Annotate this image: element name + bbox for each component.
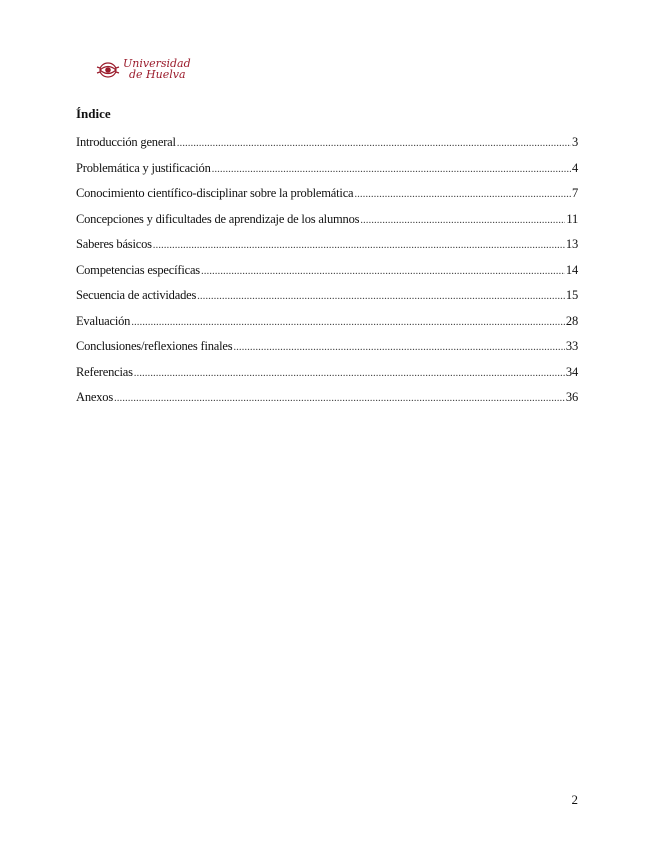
toc-leader-dots [134, 365, 565, 380]
toc-leader-dots [354, 186, 571, 201]
toc-entry[interactable] [76, 365, 578, 391]
toc-entry-page: 34 [565, 364, 578, 379]
university-seal-icon [96, 58, 120, 82]
toc-heading: Índice [76, 106, 111, 121]
toc-entry-page: 4 [571, 160, 578, 175]
toc-leader-dots [114, 390, 565, 405]
toc-entry[interactable] [76, 186, 578, 212]
toc-entry[interactable] [76, 339, 578, 365]
toc-entry[interactable] [76, 288, 578, 314]
table-of-contents [76, 135, 578, 416]
toc-leader-dots [177, 135, 571, 150]
toc-entry-title: Saberes básicos [76, 237, 152, 251]
toc-entry-page: 3 [571, 135, 578, 149]
toc-entry-page: 11 [566, 211, 578, 226]
toc-entry[interactable] [76, 135, 578, 161]
toc-leader-dots [233, 339, 564, 354]
toc-entry[interactable] [76, 263, 578, 289]
toc-leader-dots [131, 314, 565, 329]
toc-leader-dots [360, 212, 565, 227]
toc-entry-title: Anexos [76, 390, 113, 404]
toc-entry-title: Conclusiones/reflexiones finales [76, 339, 233, 353]
toc-entry-title: Problemática y justificación [76, 160, 211, 175]
toc-entry-title: Secuencia de actividades [76, 288, 197, 302]
university-name [123, 58, 191, 80]
toc-entry-title: Introducción general [76, 135, 176, 149]
university-name-line1: Universidad [123, 57, 191, 70]
toc-entry-page: 7 [571, 186, 578, 200]
toc-leader-dots [201, 263, 565, 278]
toc-entry-page: 15 [565, 288, 578, 302]
toc-entry[interactable] [76, 314, 578, 340]
toc-entry[interactable] [76, 237, 578, 263]
toc-leader-dots [212, 161, 571, 176]
toc-leader-dots [153, 237, 565, 252]
toc-entry[interactable] [76, 212, 578, 238]
toc-entry-page: 33 [565, 339, 578, 353]
toc-entry-title: Evaluación [76, 313, 131, 328]
toc-entry-page: 13 [565, 237, 578, 251]
toc-entry[interactable] [76, 390, 578, 416]
university-logo [96, 57, 191, 84]
toc-entry-page: 28 [565, 313, 578, 328]
toc-entry-title: Conocimiento científico-disciplinar sobre la problemática [76, 186, 354, 200]
page-number: 2 [571, 792, 578, 807]
toc-entry-title: Concepciones y dificultades de aprendizaje de los alumnos [76, 211, 360, 226]
university-name-line2: de Huelva [129, 68, 186, 81]
toc-entry-page: 36 [565, 390, 578, 404]
toc-entry-title: Referencias [76, 364, 133, 379]
toc-entry-title: Competencias específicas [76, 262, 200, 277]
toc-entry[interactable] [76, 161, 578, 187]
toc-entry-page: 14 [565, 262, 578, 277]
toc-leader-dots [197, 288, 565, 303]
